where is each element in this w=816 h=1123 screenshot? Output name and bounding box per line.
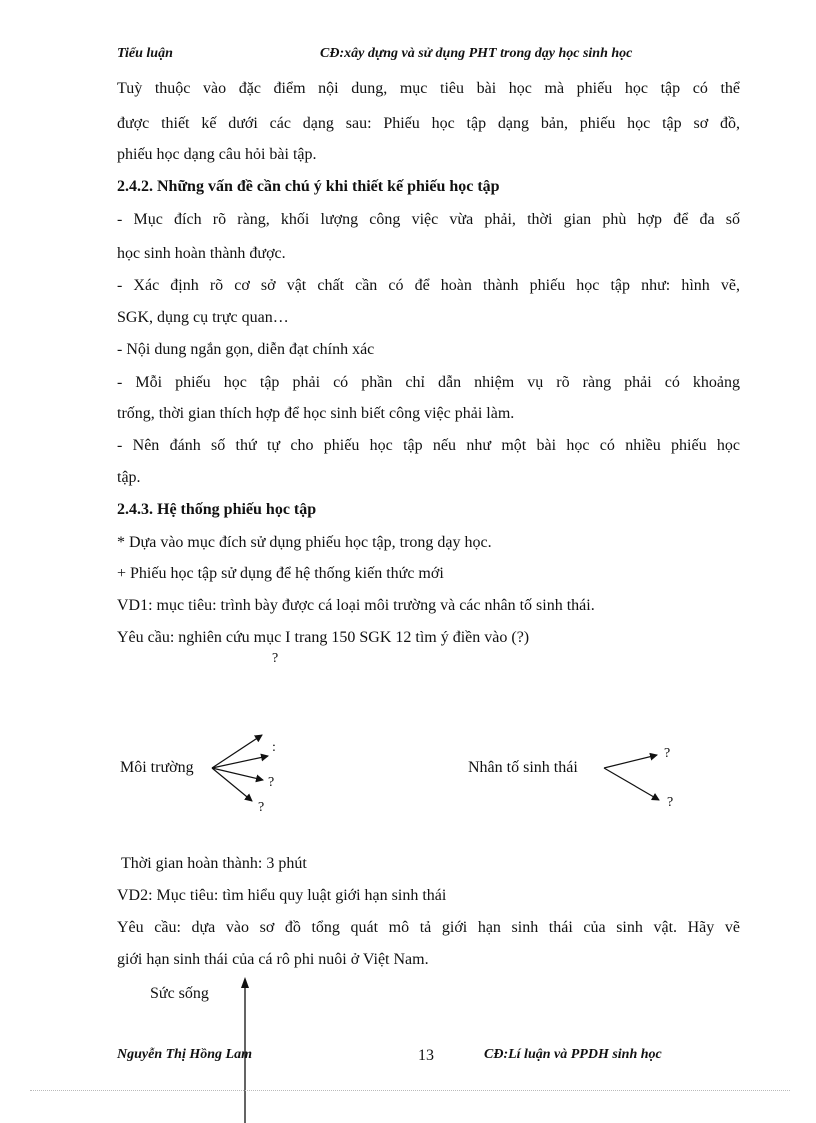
page-bottom-divider [30,1090,790,1091]
bullet-line: học sinh hoàn thành được. [117,245,286,262]
bullet-line: - Mỗi phiếu học tập phải có phần chỉ dẫn nhiệm vụ rõ ràng phải có khoảng [117,374,740,391]
paragraph-line: Tuỳ thuộc vào đặc điểm nội dung, mục tiêu bài học mà phiếu học tập có thể [117,80,740,97]
question-mark: ? [667,795,674,810]
bullet-line: trống, thời gian thích hợp để học sinh biết công việc phải làm. [117,405,515,422]
example-line: VD1: mục tiêu: trình bày được cá loại môi trường và các nhân tố sinh thái. [117,597,595,614]
completion-time: Thời gian hoàn thành: 3 phút [121,855,307,872]
question-mark: ? [664,746,671,761]
header-right: CĐ:xây dựng và sử dụng PHT trong dạy học sinh học [320,46,633,61]
footer-author: Nguyễn Thị Hồng Lam [117,1047,252,1062]
paragraph-line: + Phiếu học tập sử dụng để hệ thống kiến thức mới [117,565,444,582]
section-heading-2-4-3: 2.4.3. Hệ thống phiếu học tập [117,501,317,518]
paragraph-line: phiếu học dạng câu hỏi bài tập. [117,146,317,163]
bullet-line: - Nên đánh số thứ tự cho phiếu học tập nếu như một bài học có nhiều phiếu học [117,437,740,454]
bullet-line: - Xác định rõ cơ sở vật chất cần có để hoàn thành phiếu học tập như: hình vẽ, [117,277,740,294]
requirement-line: Yêu cầu: nghiên cứu mục I trang 150 SGK 12 tìm ý điền vào (?) [117,629,530,646]
question-mark: ? [258,800,265,815]
question-mark: ? [268,775,275,790]
footer-right: CĐ:Lí luận và PPDH sinh học [484,1047,662,1062]
question-mark: : [272,740,276,755]
requirement-line: Yêu cầu: dựa vào sơ đồ tổng quát mô tả giới hạn sinh thái của sinh vật. Hãy vẽ [117,919,740,936]
y-axis-arrowhead [241,977,249,988]
question-mark: ? [272,651,279,666]
bullet-line: tập. [117,469,141,486]
bullet-line: SGK, dụng cụ trực quan… [117,309,289,326]
environment-label: Môi trường [120,759,194,776]
header-left: Tiểu luận [117,46,173,61]
page-number: 13 [418,1047,434,1064]
section-heading-2-4-2: 2.4.2. Những vấn đề cần chú ý khi thiết kế phiếu học tập [117,178,500,195]
paragraph-line: * Dựa vào mục đích sử dụng phiếu học tập, trong dạy học. [117,534,492,551]
y-axis-label: Sức sống [150,985,209,1002]
example-line: VD2: Mục tiêu: tìm hiểu quy luật giới hạn sinh thái [117,887,447,904]
requirement-line: giới hạn sinh thái của cá rô phi nuôi ở Việt Nam. [117,951,429,968]
paragraph-line: được thiết kế dưới các dạng sau: Phiếu học tập dạng bản, phiếu học tập sơ đồ, [117,115,740,132]
bullet-line: - Nội dung ngắn gọn, diễn đạt chính xác [117,341,375,358]
bullet-line: - Mục đích rõ ràng, khối lượng công việc vừa phải, thời gian phù hợp để đa số [117,211,740,228]
ecological-factor-label: Nhân tố sinh thái [468,759,578,776]
